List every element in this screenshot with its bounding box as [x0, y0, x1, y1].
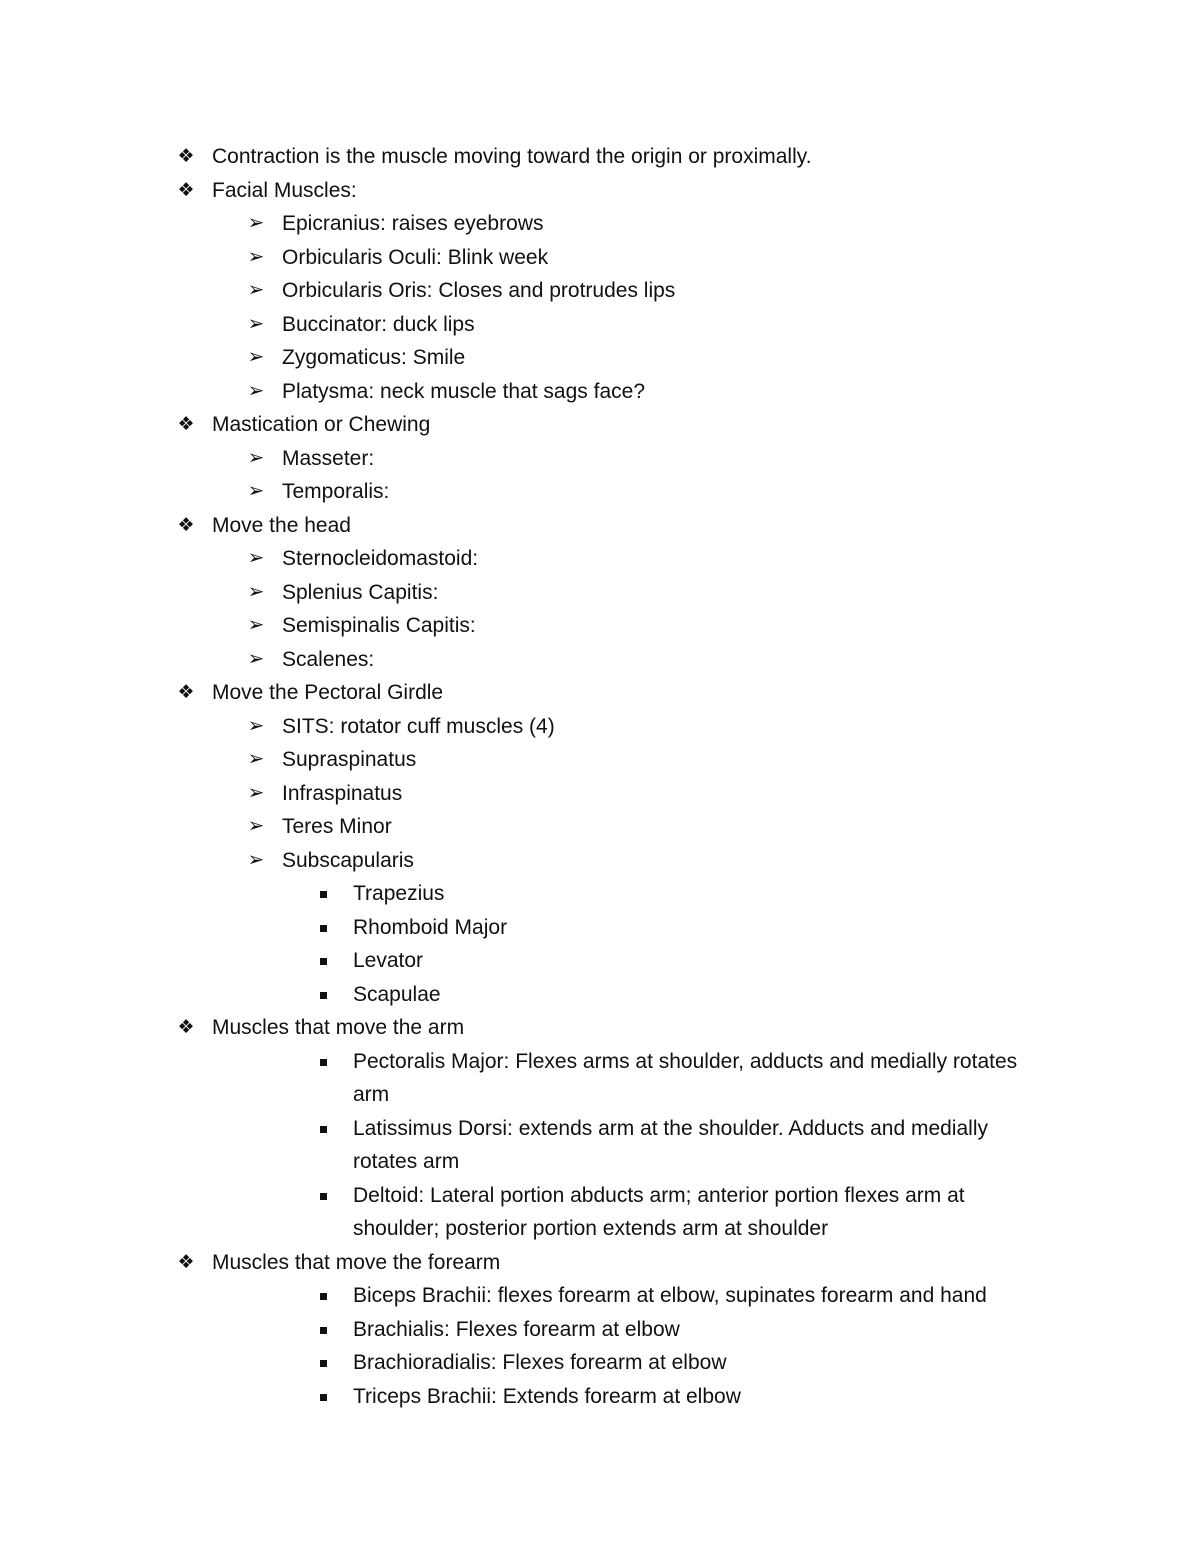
list-item-level-2 — [0, 844, 1200, 878]
arrowhead-bullet-icon: ➢ — [247, 346, 265, 368]
list-item-text: Deltoid: Lateral portion abducts arm; anterior portion flexes arm at shoulder; posterior portion extends arm at shoulder — [353, 1183, 965, 1240]
list-item-level-3 — [0, 978, 1200, 1012]
bullet-list — [0, 140, 1200, 1413]
list-item-text: Orbicularis Oculi: Blink week — [282, 245, 549, 269]
list-item-text: Orbicularis Oris: Closes and protrudes lips — [282, 279, 676, 302]
list-item-level-1 — [0, 509, 1200, 543]
list-item-level-2 — [0, 241, 1200, 275]
list-item-text: Subscapularis — [282, 848, 414, 872]
list-item-level-2 — [0, 475, 1200, 509]
arrowhead-bullet-icon: ➢ — [247, 781, 265, 804]
arrowhead-bullet-icon: ➢ — [247, 614, 265, 636]
list-item-text: Supraspinatus — [282, 748, 417, 771]
arrowhead-bullet-icon: ➢ — [247, 245, 265, 268]
list-item-level-1 — [0, 140, 1200, 174]
arrowhead-bullet-icon: ➢ — [247, 580, 265, 603]
list-item-text: Infraspinatus — [282, 781, 403, 805]
list-item-level-2 — [0, 743, 1200, 777]
list-item-text: Buccinator: duck lips — [282, 312, 475, 336]
four-diamond-bullet-icon: ❖ — [177, 146, 195, 167]
list-item-level-3 — [0, 1179, 1053, 1246]
list-item-level-2 — [0, 609, 1200, 643]
list-item-level-1 — [0, 174, 1200, 208]
arrowhead-bullet-icon: ➢ — [247, 279, 265, 301]
four-diamond-bullet-icon: ❖ — [177, 682, 195, 703]
list-item-text: Levator — [353, 949, 424, 972]
four-diamond-bullet-icon: ❖ — [177, 179, 195, 201]
list-item-level-1 — [0, 676, 1200, 710]
arrowhead-bullet-icon: ➢ — [247, 480, 265, 502]
four-diamond-bullet-icon: ❖ — [177, 414, 195, 435]
list-item-level-2 — [0, 643, 1200, 677]
list-item-text: Contraction is the muscle moving toward the origin or proximally. — [212, 145, 812, 168]
list-item-level-2 — [0, 274, 1200, 308]
list-item-level-3 — [0, 1112, 1053, 1179]
list-item-text: Biceps Brachii: flexes forearm at elbow, supinates forearm and hand — [353, 1284, 987, 1307]
list-item-text: Sternocleidomastoid: — [282, 547, 479, 570]
list-item-level-3 — [0, 944, 1200, 978]
list-item-text: Scapulae — [353, 982, 441, 1006]
four-diamond-bullet-icon: ❖ — [177, 1251, 195, 1273]
list-item-level-2 — [0, 308, 1200, 342]
list-item-level-2 — [0, 207, 1200, 241]
list-item-text: SITS: rotator cuff muscles (4) — [282, 714, 555, 738]
list-item-level-1 — [0, 408, 1200, 442]
list-item-level-2 — [0, 576, 1200, 610]
list-item-text: Move the head — [212, 513, 351, 537]
list-item-level-3 — [0, 1346, 1200, 1380]
list-item-level-2 — [0, 542, 1200, 576]
list-item-level-3 — [0, 1313, 1200, 1347]
four-diamond-bullet-icon: ❖ — [177, 1017, 195, 1038]
list-item-level-3 — [0, 1279, 1200, 1313]
arrowhead-bullet-icon: ➢ — [247, 212, 265, 234]
list-item-level-3 — [0, 1045, 1053, 1112]
list-item-text: Rhomboid Major — [353, 915, 508, 939]
arrowhead-bullet-icon: ➢ — [247, 379, 265, 402]
list-item-level-2 — [0, 810, 1200, 844]
arrowhead-bullet-icon: ➢ — [247, 312, 265, 335]
arrowhead-bullet-icon: ➢ — [247, 446, 265, 469]
list-item-level-2 — [0, 375, 1200, 409]
list-item-level-2 — [0, 442, 1200, 476]
list-item-text: Temporalis: — [282, 480, 390, 503]
list-item-text: Platysma: neck muscle that sags face? — [282, 379, 645, 403]
list-item-level-3 — [0, 1380, 1200, 1414]
list-item-level-3 — [0, 877, 1200, 911]
list-item-text: Trapezius — [353, 882, 445, 905]
arrowhead-bullet-icon: ➢ — [247, 848, 265, 871]
arrowhead-bullet-icon: ➢ — [247, 714, 265, 737]
list-item-text: Pectoralis Major: Flexes arms at shoulder, adducts and medially rotates arm — [353, 1049, 1018, 1106]
list-item-text: Teres Minor — [282, 815, 392, 838]
four-diamond-bullet-icon: ❖ — [177, 514, 195, 536]
arrowhead-bullet-icon: ➢ — [247, 748, 265, 770]
list-item-text: Zygomaticus: Smile — [282, 346, 466, 369]
list-item-level-2 — [0, 710, 1200, 744]
list-item-text: Mastication or Chewing — [212, 413, 431, 436]
arrowhead-bullet-icon: ➢ — [247, 815, 265, 837]
list-item-text: Move the Pectoral Girdle — [212, 681, 444, 704]
list-item-text: Epicranius: raises eyebrows — [282, 212, 544, 235]
list-item-text: Masseter: — [282, 446, 375, 470]
list-item-text: Latissimus Dorsi: extends arm at the shoulder. Adducts and medially rotates arm — [353, 1116, 988, 1173]
list-item-text: Brachioradialis: Flexes forearm at elbow — [353, 1351, 727, 1374]
arrowhead-bullet-icon: ➢ — [247, 647, 265, 670]
list-item-level-2 — [0, 777, 1200, 811]
list-item-text: Brachialis: Flexes forearm at elbow — [353, 1317, 680, 1341]
list-item-text: Muscles that move the forearm — [212, 1250, 501, 1274]
list-item-text: Splenius Capitis: — [282, 580, 439, 604]
arrowhead-bullet-icon: ➢ — [247, 547, 265, 569]
list-item-level-1 — [0, 1246, 1200, 1280]
list-item-level-1 — [0, 1011, 1200, 1045]
list-item-text: Semispinalis Capitis: — [282, 614, 476, 637]
list-item-level-2 — [0, 341, 1200, 375]
list-item-text: Muscles that move the arm — [212, 1016, 465, 1039]
list-item-text: Facial Muscles: — [212, 178, 357, 202]
list-item-level-3 — [0, 911, 1200, 945]
list-item-text: Triceps Brachii: Extends forearm at elbow — [353, 1384, 741, 1408]
list-item-text: Scalenes: — [282, 647, 375, 671]
